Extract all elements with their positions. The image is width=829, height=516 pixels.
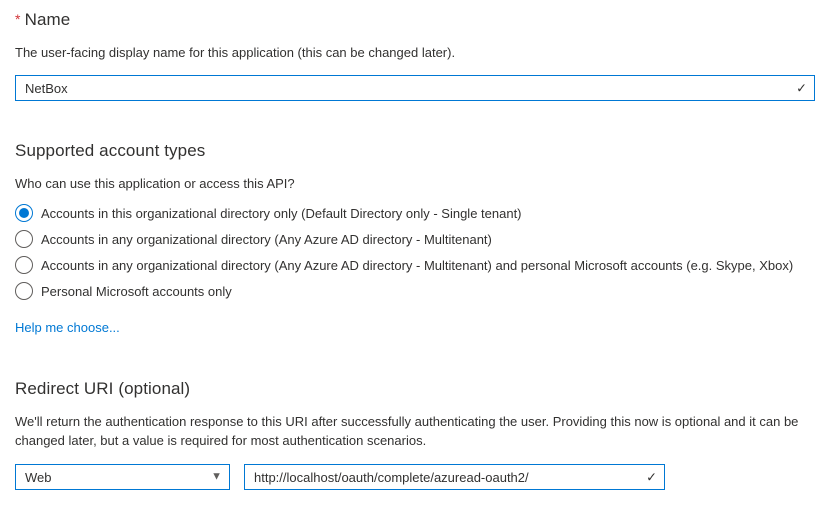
radio-option-label: Accounts in any organizational directory (Any Azure AD directory - Multitenant) (41, 231, 492, 247)
radio-icon[interactable] (15, 256, 33, 274)
radio-option-multitenant[interactable] (15, 226, 815, 252)
radio-option-label: Personal Microsoft accounts only (41, 283, 232, 299)
radio-option-personal-only[interactable] (15, 278, 815, 304)
redirect-uri-title: Redirect URI (optional) (15, 379, 191, 398)
required-asterisk: * (15, 11, 21, 27)
name-input[interactable] (15, 75, 815, 101)
name-label: Name (24, 10, 71, 29)
platform-select-wrap (15, 464, 230, 490)
account-types-title: Supported account types (15, 141, 206, 160)
radio-icon[interactable] (15, 204, 33, 222)
radio-option-multitenant-personal[interactable] (15, 252, 815, 278)
name-field-wrap (15, 75, 815, 101)
account-types-radio-group (15, 200, 815, 304)
redirect-uri-controls (15, 464, 815, 490)
redirect-uri-input[interactable] (244, 464, 665, 490)
platform-select[interactable] (15, 464, 230, 490)
name-section-title (15, 10, 815, 30)
help-me-choose-link[interactable]: Help me choose... (15, 320, 120, 335)
checkmark-icon: ✓ (646, 469, 657, 485)
chevron-down-icon: ▼ (211, 470, 222, 483)
redirect-uri-field-wrap (244, 464, 665, 490)
platform-select-value: Web (25, 469, 52, 485)
radio-icon[interactable] (15, 230, 33, 248)
redirect-uri-description: We'll return the authentication response to this URI after successfully authenticating the user. Providing this now is optional and it can be changed later, but a value is required for most authentication scenarios. (15, 414, 799, 448)
radio-icon[interactable] (15, 282, 33, 300)
checkmark-icon: ✓ (796, 80, 807, 96)
radio-option-label: Accounts in any organizational directory (Any Azure AD directory - Multitenant) and personal Microsoft accounts (e.g. Skype, Xbox) (41, 257, 794, 273)
radio-option-single-tenant[interactable] (15, 200, 815, 226)
name-description: The user-facing display name for this application (this can be changed later). (15, 45, 456, 60)
radio-option-label: Accounts in this organizational directory only (Default Directory only - Single tenant) (41, 205, 522, 221)
account-types-question: Who can use this application or access this API? (15, 176, 295, 191)
